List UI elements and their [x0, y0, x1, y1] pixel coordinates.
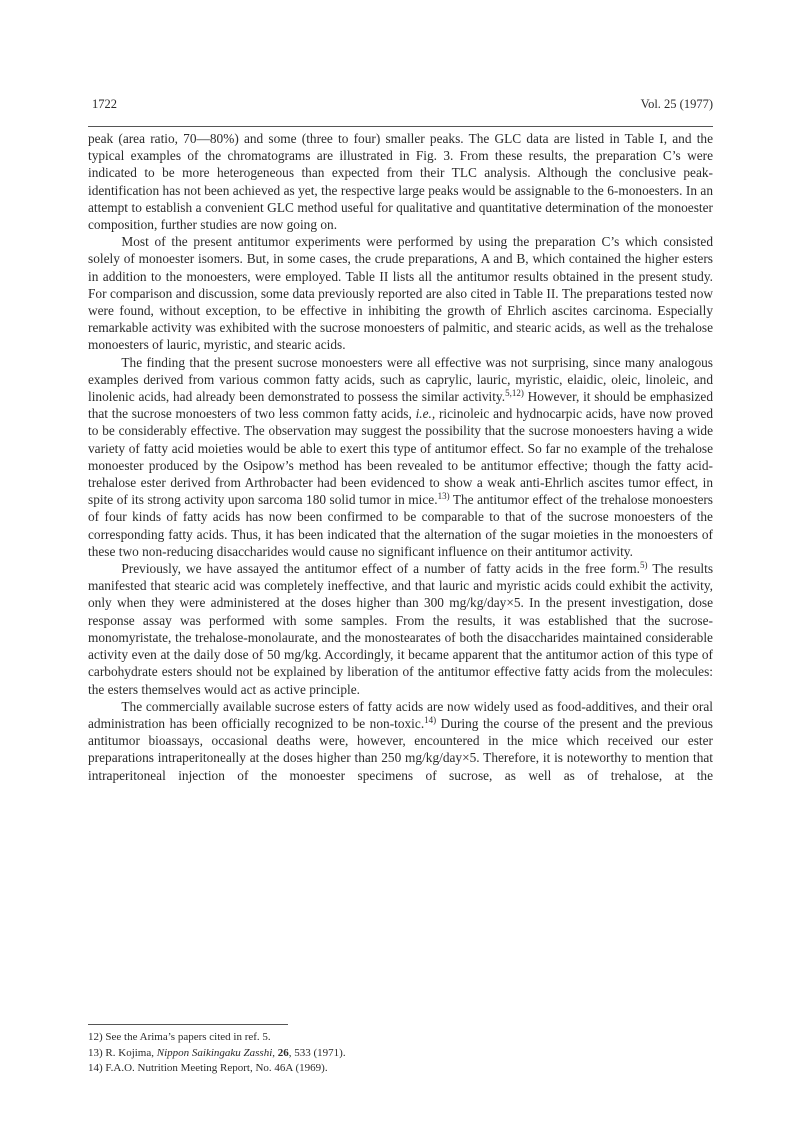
journal-volume: Vol. 25 (1977): [640, 97, 713, 111]
italic-text: i.e.,: [415, 406, 436, 422]
citation-superscript: 5,12): [505, 388, 524, 399]
page-header: [88, 97, 713, 117]
italic-text: Nippon Saikingaku Zasshi: [156, 1046, 273, 1059]
header-rule: [88, 126, 713, 127]
citation-superscript: 5): [640, 560, 648, 571]
paragraph-0: peak (area ratio, 70—80%) and some (three to four) smaller peaks. The GLC data are listed in Table I, and the typical examples of the chromatograms are illustrated in Fig. 3. From these results, the preparation C’s were indicated to be more heterogeneous than expected from their TLC analysis. Although the conclusive peak-identification has not been achieved as yet, the respective large peaks would be assignable to the 6-monoesters. In an attempt to establish a convenient GLC method useful for qualitative and quantitative determination of the monoester composition, further studies are now going on.: [88, 131, 713, 233]
page-number: 1722: [92, 97, 117, 111]
paragraph-4: The commercially available sucrose esters of fatty acids are now widely used as food-additives, and their oral administration has been officially recognized to be non-toxic.$^{14)}$ During the course of the present and the previous antitumor bioassays, occasional deaths were, however, encountered in the mice which received our ester preparations intraperitoneally at the doses higher than 250 mg/kg/day×5. Therefore, it is noteworthy to mention that intraperitoneal injection of the monoester specimens of sucrose, as well as of trehalose, at the: [88, 698, 713, 783]
bold-text: 26: [277, 1046, 289, 1059]
citation-superscript: 13): [437, 491, 450, 502]
footnote-fn14: 14) F.A.O. Nutrition Meeting Report, No. 46A (1969).: [88, 1062, 328, 1075]
footnotes: [88, 1030, 713, 1077]
paragraph-3: Previously, we have assayed the antitumor effect of a number of fatty acids in the free form.$^{5)}$ The results manifested that stearic acid was completely ineffective, and that lauric and myristic acids could exhibit the activity, only when they were administered at the doses higher than 300 mg/kg/day×5. In the present investigation, dose response assay was performed with some samples. From the results, it was established that the sucrose-monomyristate, the trehalose-monolaurate, and the monostearates of both the disaccharides maintained considerable activity even at the daily dose of 50 mg/kg. Accordingly, it became apparent that the antitumor action of this type of carbohydrate esters should not be explained by liberation of the antitumor effective fatty acids from the molecules: the esters themselves would act as active principle.: [88, 560, 714, 697]
paragraph-2: The finding that the present sucrose monoesters were all effective was not surprising, since many analogous examples derived from various common fatty acids, such as caprylic, lauric, myristic, elaidic, oleic, linoleic, and linolenic acids, had already been demonstrated to possess the similar activity.$^{5,12)}$ However, it should be emphasized that the sucrose monoesters of two less common fatty acids, i.e., ricinoleic and hydnocarpic acids, have now proved to be considerably effective. The observation may suggest the possibility that the sucrose monoesters having a wide variety of fatty acid moieties would be able to exert this type of antitumor effect. So far no example of the trehalose monoester produced by the Osipow’s method has been revealed to be antitumor effective; though the fatty acid-trehalose ester derived from Arthrobacter had been evidenced to show a weak anti-Ehrlich ascites tumor effect, in spite of its strong activity upon sarcoma 180 solid tumor in mice.$^{13)}$ The antitumor effect of the trehalose monoesters of four kinds of fatty acids has now been confirmed to be comparable to that of the sucrose monoesters of the corresponding fatty acids. Thus, it has been indicated that the alternation of the sugar moieties in the monoesters of these two non-reducing disaccharides would cause no significant influence on their antitumor activity.: [88, 354, 714, 559]
body-text: [88, 130, 713, 784]
footnote-fn13: 13) R. Kojima, Nippon Saikingaku Zasshi, 26, 533 (1971).: [88, 1046, 346, 1059]
footnote-rule: [88, 1024, 288, 1025]
footnote-fn12: 12) See the Arima’s papers cited in ref. 5.: [88, 1031, 271, 1043]
citation-superscript: 14): [424, 714, 437, 725]
paragraph-1: Most of the present antitumor experiments were performed by using the preparation C’s which consisted solely of monoester isomers. But, in some cases, the crude preparations, A and B, which contained the higher esters in addition to the monoesters, were employed. Table II lists all the antitumor results obtained in the present study. For comparison and discussion, some data previously reported are also cited in Table II. The preparations tested now were found, without exception, to be effective in inhibiting the growth of Ehrlich ascites carcinoma. Especially remarkable activity was exhibited with the sucrose monoesters of palmitic, and stearic acids, as well as the trehalose monoesters of lauric, myristic, and stearic acids.: [88, 234, 713, 353]
